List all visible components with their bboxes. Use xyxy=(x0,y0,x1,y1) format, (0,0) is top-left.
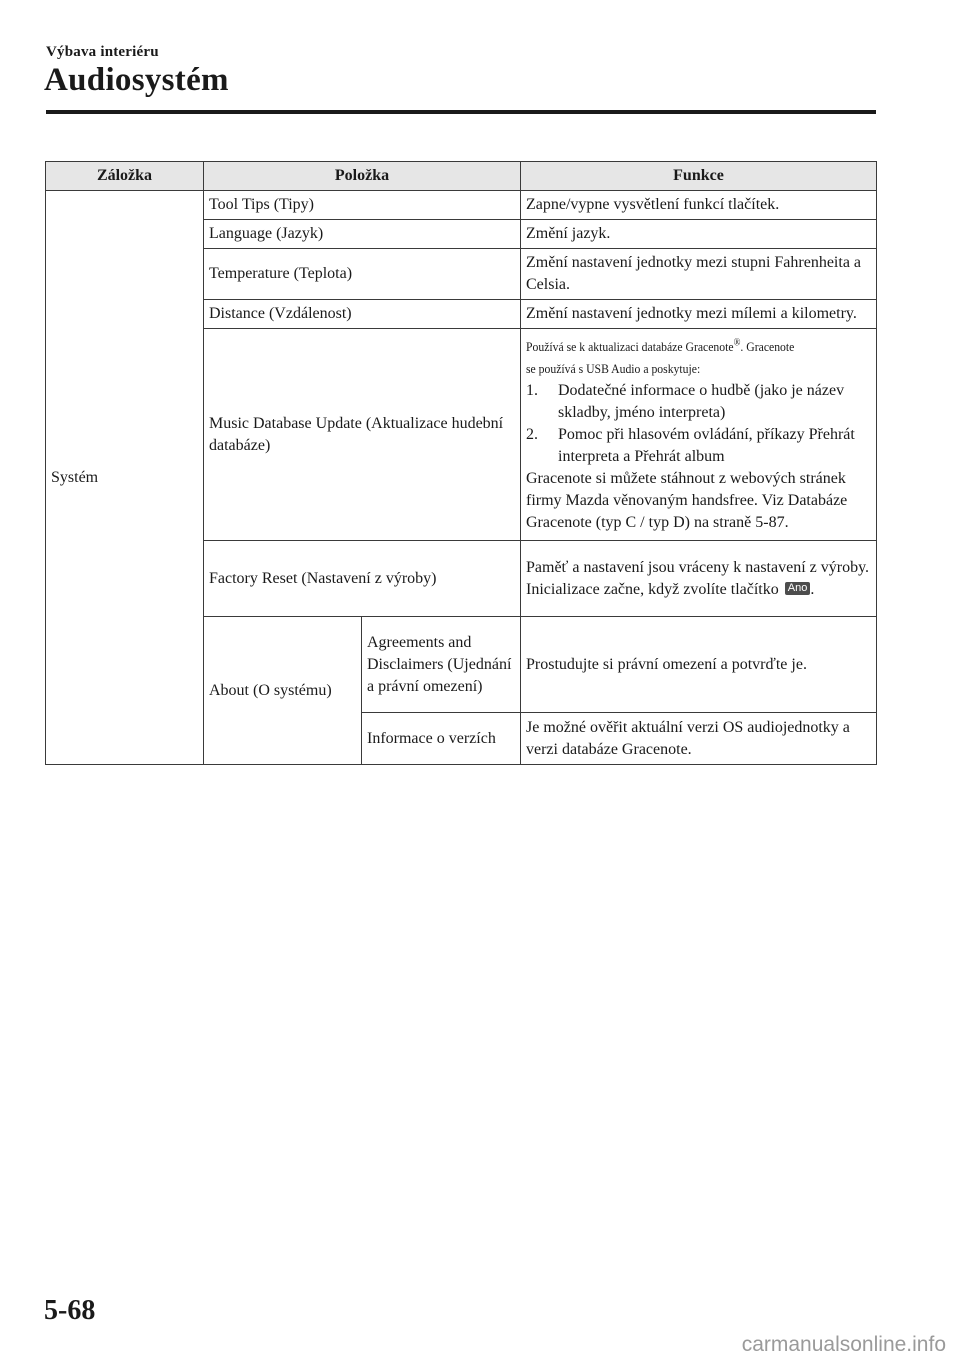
column-header-tab: Záložka xyxy=(46,162,204,191)
function-cell: Je možné ověřit aktuální verzi OS audiojednotky a verzi databáze Gracenote. xyxy=(521,713,877,765)
watermark: carmanualsonline.info xyxy=(741,1333,946,1356)
function-cell: Paměť a nastavení jsou vráceny k nastavení z výroby. Inicializace začne, když zvolíte tlačítko Ano . xyxy=(521,541,877,617)
column-header-function: Funkce xyxy=(521,162,877,191)
function-cell: Změní nastavení jednotky mezi stupni Fahrenheita a Celsia. xyxy=(521,249,877,300)
column-header-item: Položka xyxy=(204,162,521,191)
item-cell: About (O systému) xyxy=(204,617,362,765)
function-cell xyxy=(521,329,877,541)
music-db-outro: Gracenote si můžete stáhnout z webových stránek firmy Mazda věnovaným handsfree. Viz Databáze Gracenote (typ C / typ D) na straně 5-87. xyxy=(526,469,848,531)
list-item: 2. Pomoc při hlasovém ovládání, příkazy Přehrát interpreta a Přehrát album xyxy=(526,425,855,465)
section-label: Výbava interiéru xyxy=(46,44,159,60)
item-cell: Temperature (Teplota) xyxy=(204,249,521,300)
table-row xyxy=(46,191,877,220)
page-number: 5-68 xyxy=(44,1295,96,1326)
function-cell: Prostudujte si právní omezení a potvrďte je. xyxy=(521,617,877,713)
table-header-row xyxy=(46,162,877,191)
music-db-steps xyxy=(526,380,871,468)
item-cell: Music Database Update (Aktualizace hudební databáze) xyxy=(204,329,521,541)
function-cell: Změní nastavení jednotky mezi mílemi a kilometry. xyxy=(521,300,877,329)
sub-item-cell: Agreements and Disclaimers (Ujednání a právní omezení) xyxy=(362,617,521,713)
page-title: Audiosystém xyxy=(44,62,229,98)
list-item: 1. Dodatečné informace o hudbě (jako je název skladby, jméno interpreta) xyxy=(526,381,845,421)
title-divider xyxy=(46,110,876,114)
item-cell: Tool Tips (Tipy) xyxy=(204,191,521,220)
music-db-intro: Používá se k aktualizaci databáze Gracenote®. Gracenote se používá s USB Audio a poskytuje: xyxy=(526,337,795,376)
ano-button-graphic: Ano xyxy=(785,582,811,595)
item-cell: Language (Jazyk) xyxy=(204,220,521,249)
function-cell: Změní jazyk. xyxy=(521,220,877,249)
settings-table xyxy=(45,161,877,765)
item-cell: Distance (Vzdálenost) xyxy=(204,300,521,329)
function-cell: Zapne/vypne vysvětlení funkcí tlačítek. xyxy=(521,191,877,220)
tab-cell-system: Systém xyxy=(46,191,204,765)
item-cell: Factory Reset (Nastavení z výroby) xyxy=(204,541,521,617)
sub-item-cell: Informace o verzích xyxy=(362,713,521,765)
